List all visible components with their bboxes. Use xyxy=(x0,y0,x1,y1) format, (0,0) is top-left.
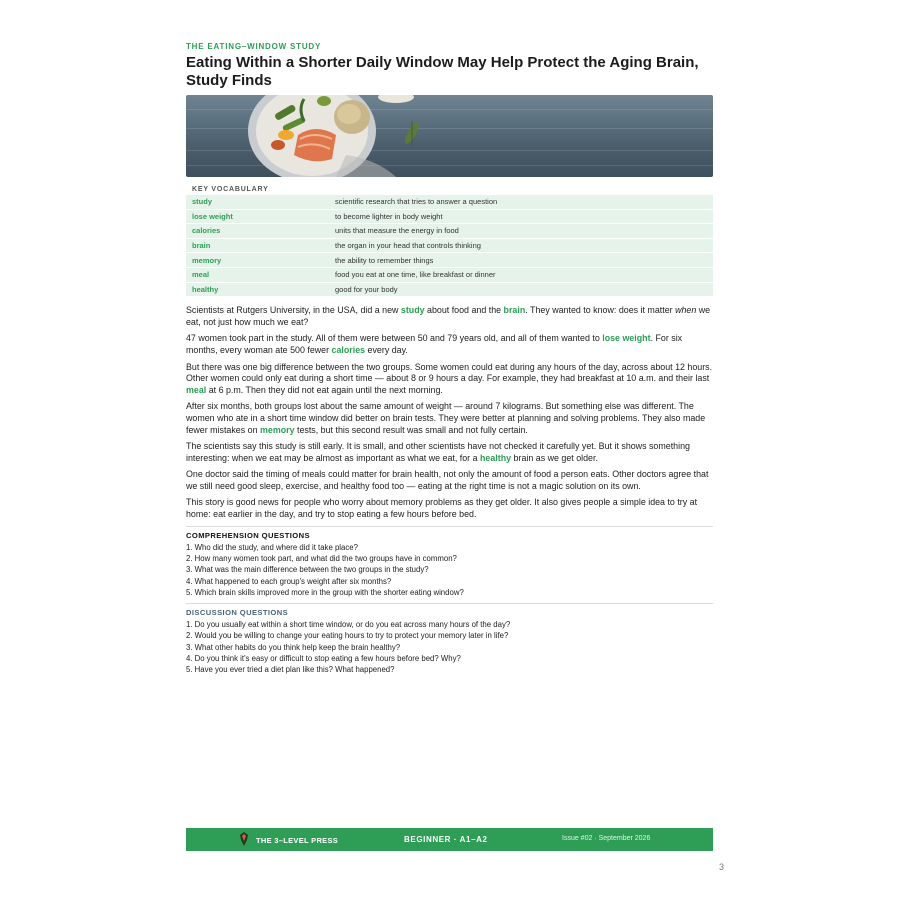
comprehension-list xyxy=(186,542,713,598)
vocabulary-definition: the ability to remember things xyxy=(329,253,713,268)
vocabulary-row xyxy=(186,195,713,209)
divider xyxy=(186,603,713,604)
vocabulary-title: KEY VOCABULARY xyxy=(192,186,269,193)
shield-pin-icon xyxy=(240,832,248,846)
vocabulary-term: brain xyxy=(186,238,329,253)
discussion-title: DISCUSSION QUESTIONS xyxy=(186,608,289,618)
text-run: about food and the xyxy=(424,305,504,316)
text-run: brain as we get older. xyxy=(511,452,598,463)
comprehension-title: COMPREHENSION QUESTIONS xyxy=(186,530,310,540)
hero-image xyxy=(186,95,713,177)
text-run: But there was one big difference between the two groups. Some women could eat during any hours of the day, across about 12 hours. Other women could only eat during a short time — about 8 or 9 hours a day. For example, they had breakfast at 10 a.m. and their last xyxy=(186,361,713,384)
article-paragraph xyxy=(186,305,713,328)
keyword-study: study xyxy=(400,305,425,316)
emphasis-when: when xyxy=(675,305,697,316)
text-run: . They wanted to know: does it matter xyxy=(525,305,676,316)
vocabulary-term: calories xyxy=(186,224,329,239)
vocabulary-term: healthy xyxy=(186,282,329,297)
vocabulary-row xyxy=(186,253,713,268)
issue-info: Issue #02 · September 2026 xyxy=(562,835,651,842)
discussion-questions xyxy=(186,608,713,675)
article-paragraph xyxy=(186,362,713,397)
keyword-lose-weight: lose weight xyxy=(602,333,651,344)
text-run: Scientists at Rutgers University, in the USA, did a new xyxy=(186,305,401,316)
headline: Eating Within a Shorter Daily Window May Help Protect the Aging Brain, Study Finds xyxy=(186,54,699,89)
question-item: 5. Have you ever tried a diet plan like this? What happened? xyxy=(186,665,395,675)
text-run: at 6 p.m. Then they did not eat again until the next morning. xyxy=(206,384,443,395)
article-page xyxy=(186,42,713,676)
question-item: 2. Would you be willing to change your eating hours to try to protect your memory later in life? xyxy=(186,631,509,641)
article-paragraph: One doctor said the timing of meals could matter for brain health, not only the amount of food a person eats. Other doctors agree that we still need good sleep, exercise, and healthy food too — eating at the right time is not a magic solution on its own. xyxy=(186,469,709,491)
question-item: 1. Do you usually eat within a short time window, or do you eat across many hours of the day? xyxy=(186,620,511,630)
text-run: 47 women took part in the study. All of them were between 50 and 79 years old, and all of them wanted to xyxy=(186,333,603,344)
vocabulary-row xyxy=(186,209,713,224)
food-plate-illustration xyxy=(186,95,713,177)
article-body xyxy=(186,305,713,521)
footer-bar xyxy=(186,828,713,851)
text-run: . For six months, every woman ate 500 fewer xyxy=(186,333,683,355)
vocabulary-term: memory xyxy=(186,253,329,268)
question-item: 3. What other habits do you think help keep the brain healthy? xyxy=(186,642,401,652)
divider xyxy=(186,526,713,527)
vocabulary-row xyxy=(186,282,713,297)
keyword-brain: brain xyxy=(503,305,526,316)
vocabulary-term: lose weight xyxy=(186,209,329,224)
text-run: we eat, not just how much we eat? xyxy=(186,305,711,327)
keyword-memory: memory xyxy=(260,424,295,435)
vocabulary-definition: units that measure the energy in food xyxy=(329,224,713,239)
vocabulary-definition: to become lighter in body weight xyxy=(329,209,713,224)
keyword-meal: meal xyxy=(186,384,207,395)
vocabulary-term: study xyxy=(186,195,329,209)
level-label: BEGINNER · A1–A2 xyxy=(404,835,488,844)
vocabulary-definition: food you eat at one time, like breakfast or dinner xyxy=(329,267,713,282)
comprehension-questions xyxy=(186,531,713,598)
vocabulary-definition: good for your body xyxy=(329,282,713,297)
vocabulary-row xyxy=(186,238,713,253)
article-paragraph xyxy=(186,441,713,464)
question-item: 4. Do you think it's easy or difficult to stop eating a few hours before bed? Why? xyxy=(186,654,461,664)
article-paragraph: This story is good news for people who worry about memory problems as they get older. It also gives people a simple idea to try at home: eat earlier in the day, and try to stop eating a few hours before bed. xyxy=(186,497,698,520)
page-number: 3 xyxy=(719,862,725,872)
section-kicker: THE EATING–WINDOW STUDY xyxy=(186,42,322,51)
vocabulary-row xyxy=(186,267,713,282)
text-run: every day. xyxy=(365,344,408,355)
vocabulary-definition: scientific research that tries to answer a question xyxy=(329,195,713,209)
question-item: 1. Who did the study, and where did it take place? xyxy=(186,542,358,552)
keyword-calories: calories xyxy=(331,344,366,355)
vocabulary-row xyxy=(186,224,713,239)
article-paragraph xyxy=(186,333,713,356)
vocabulary-table xyxy=(186,195,713,297)
vocabulary-definition: the organ in your head that controls thinking xyxy=(329,238,713,253)
keyword-healthy: healthy xyxy=(480,452,512,463)
text-run: The scientists say this study is still early. It is small, and other scientists have not checked it carefully yet. But it shows something interesting: when we eat may be almost as important as what we eat, for a xyxy=(186,441,690,463)
question-item: 4. What happened to each group's weight after six months? xyxy=(186,576,392,586)
question-item: 5. Which brain skills improved more in the group with the shorter eating window? xyxy=(186,587,464,597)
text-run: tests, but this second result was small and not fully certain. xyxy=(294,424,528,435)
vocabulary-term: meal xyxy=(186,267,329,282)
article-paragraph xyxy=(186,401,713,436)
discussion-list xyxy=(186,619,713,675)
text-run: After six months, both groups lost about the same amount of weight — around 7 kilograms. But something else was different. The women who ate in a short time window did better on brain tests. They were better at planning and solving problems. They also made fewer mistakes on xyxy=(186,401,706,435)
key-vocabulary xyxy=(186,186,713,297)
question-item: 3. What was the main difference between the two groups in the study? xyxy=(186,565,429,575)
question-item: 2. How many women took part, and what did the two groups have in common? xyxy=(186,553,457,563)
publisher-name: THE 3–LEVEL PRESS xyxy=(256,836,339,845)
